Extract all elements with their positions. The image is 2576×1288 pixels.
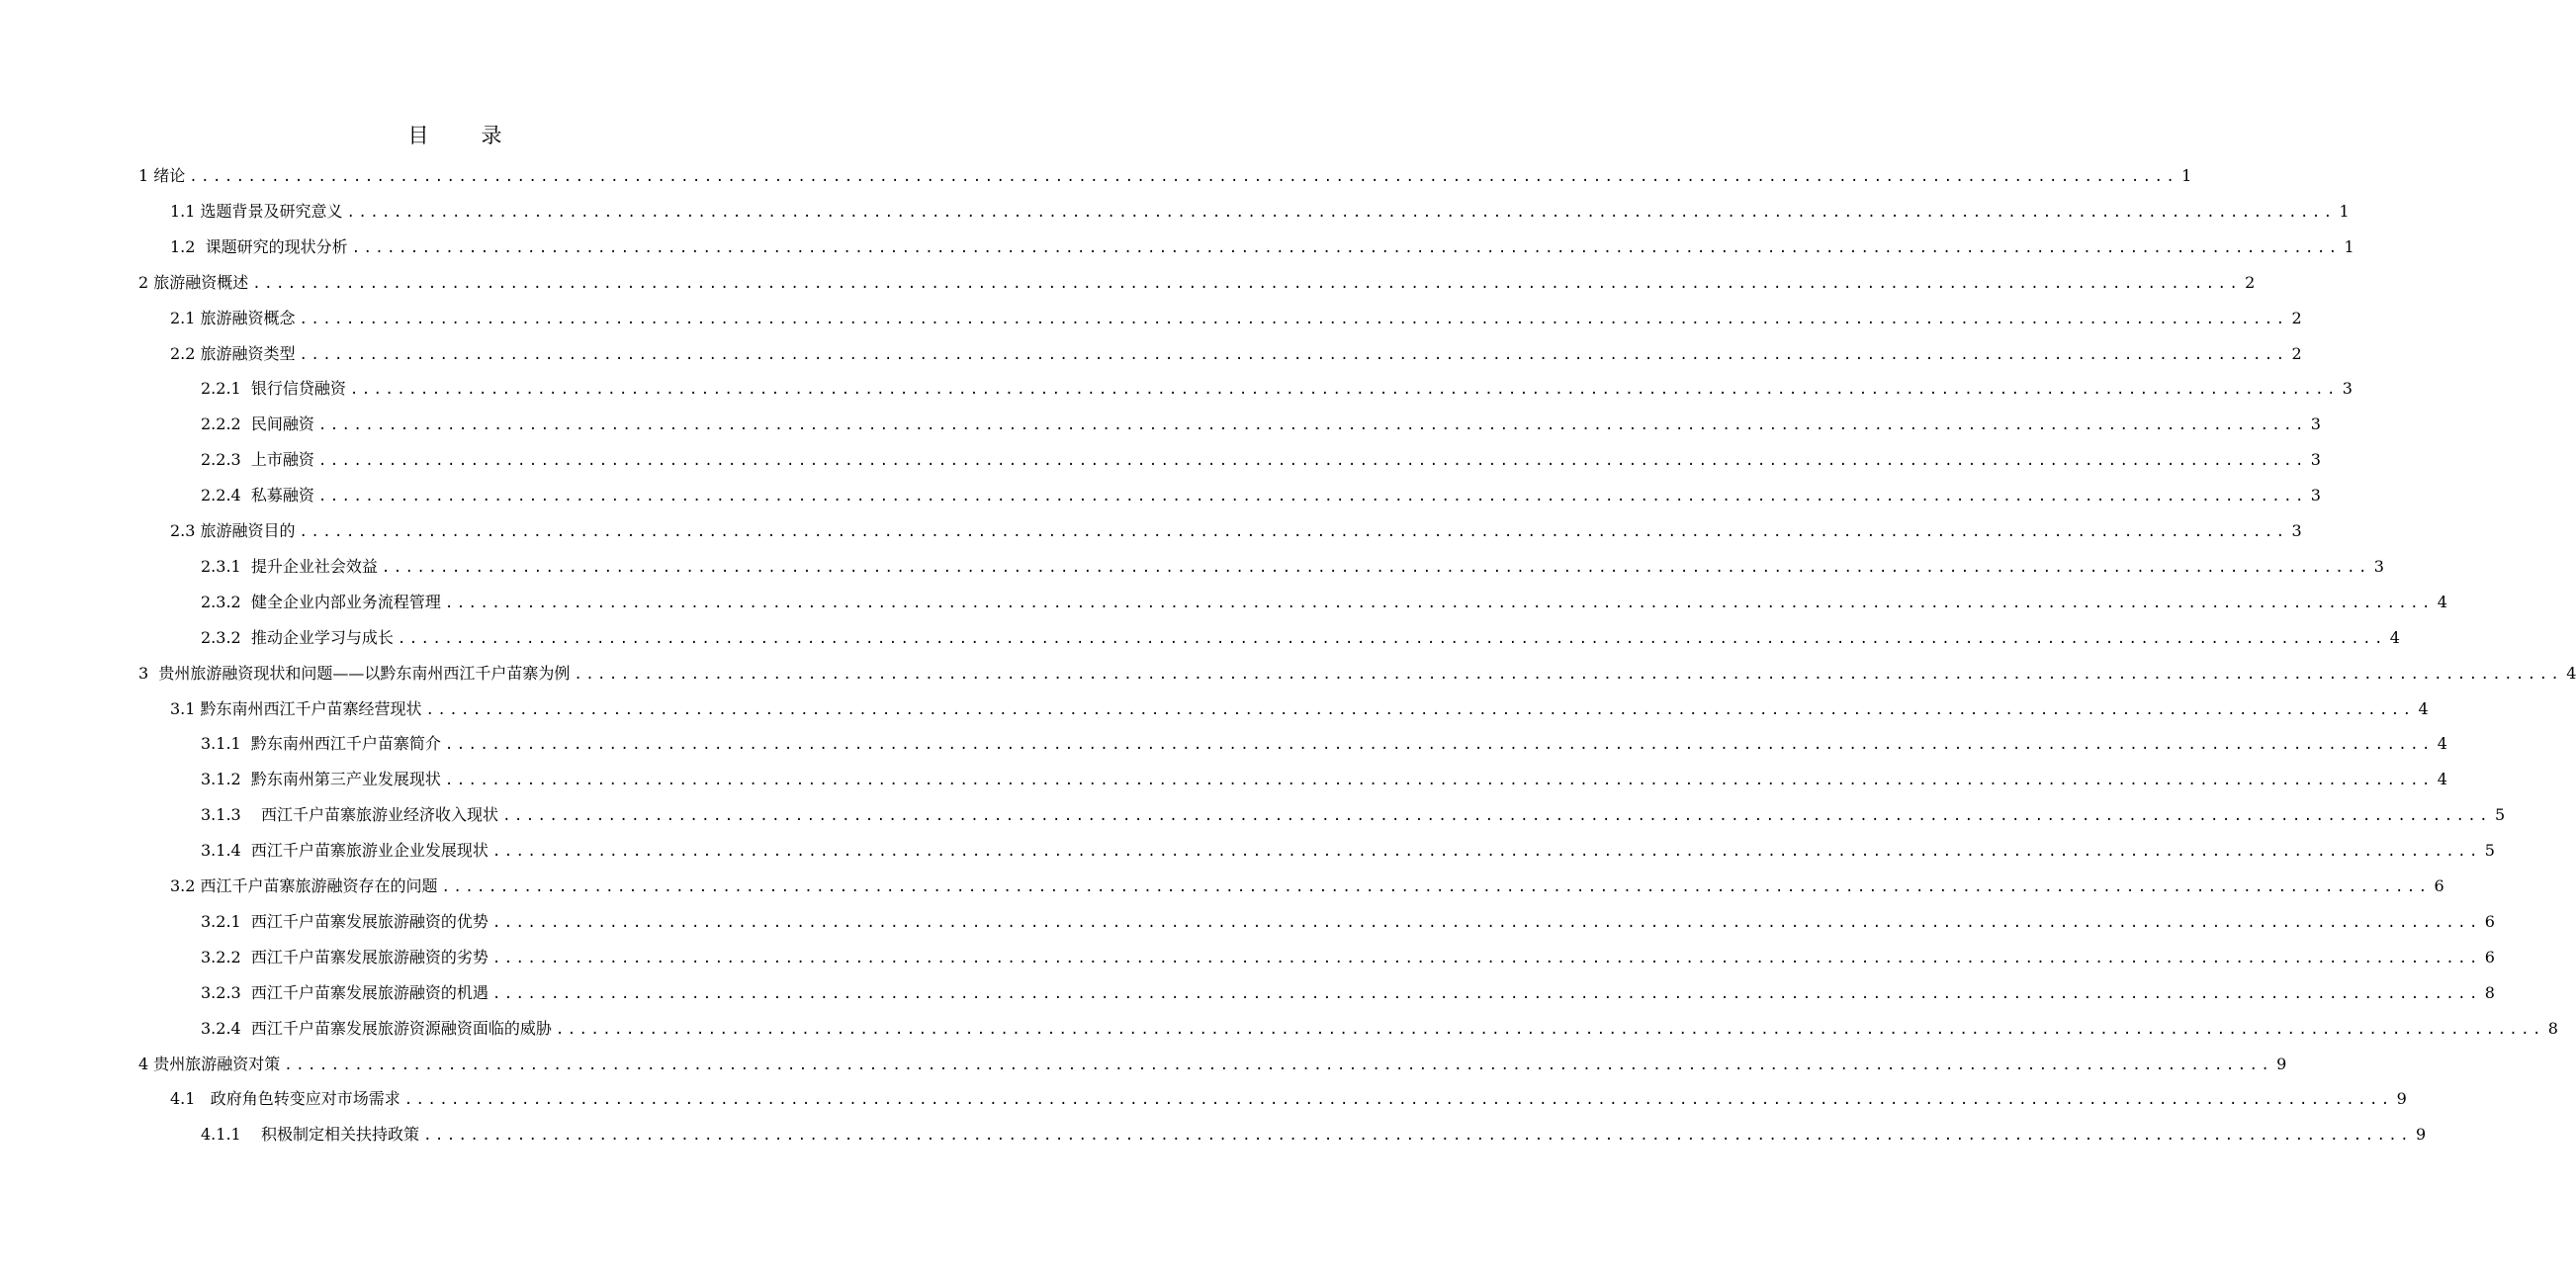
toc-entry[interactable] (201, 445, 2321, 475)
toc-dot-leader: .......................................................................................................................................................................... (349, 382, 2339, 399)
toc-dot-leader: .......................................................................................................................................................................... (351, 239, 2341, 256)
toc-dot-leader: .......................................................................................................................................................................... (317, 453, 2307, 470)
toc-page-number: 2 (2245, 272, 2256, 292)
toc-page-number: 1 (2181, 166, 2192, 185)
toc-dot-leader: .......................................................................................................................................................................... (252, 275, 2242, 292)
toc-dot-leader: .......................................................................................................................................................................... (441, 879, 2431, 895)
toc-dot-leader: .......................................................................................................................................................................... (299, 524, 2288, 540)
toc-entry[interactable] (170, 197, 2350, 227)
toc-dot-leader: .......................................................................................................................................................................... (403, 1092, 2393, 1109)
toc-dot-leader: .......................................................................................................................................................................... (491, 950, 2481, 966)
toc-entry[interactable] (138, 659, 2576, 689)
toc-entry[interactable] (201, 588, 2447, 617)
toc-entry[interactable] (201, 907, 2495, 937)
toc-entry-label: 3.1.3 西江千户苗寨旅游业经济收入现状 (201, 805, 499, 825)
toc-dot-leader: .......................................................................................................................................................................... (574, 666, 2563, 683)
toc-page-number: 6 (2484, 911, 2495, 931)
toc-entry[interactable] (201, 1120, 2427, 1150)
toc-entry[interactable] (138, 161, 2192, 191)
toc-page-number: 6 (2434, 876, 2444, 895)
toc-page-number: 2 (2291, 343, 2302, 363)
toc-entry-label: 2.2.1 银行信贷融资 (201, 379, 346, 399)
toc-entry[interactable] (170, 1084, 2407, 1114)
toc-page-number: 4 (2418, 698, 2429, 718)
toc-page-number: 1 (2344, 236, 2354, 256)
toc-page-number: 3 (2291, 521, 2302, 540)
toc-page-number: 4 (2566, 663, 2576, 683)
toc-entry-label: 2.3 旅游融资目的 (170, 521, 296, 540)
toc-dot-leader: .......................................................................................................................................................................... (502, 808, 2491, 825)
toc-entry-label: 3.2 西江千户苗寨旅游融资存在的问题 (170, 876, 438, 895)
toc-entry-label: 3.2.4 西江千户苗寨发展旅游资源融资面临的威胁 (201, 1018, 552, 1038)
toc-page-number: 5 (2484, 841, 2495, 861)
toc-entry-label: 4 贵州旅游融资对策 (138, 1054, 281, 1073)
toc-dot-leader: .......................................................................................................................................................................... (189, 169, 2178, 185)
toc-entry-label: 4.1.1 积极制定相关扶持政策 (201, 1125, 420, 1145)
toc-page-number: 9 (2276, 1054, 2287, 1073)
toc-entry-label: 2.3.2 健全企业内部业务流程管理 (201, 592, 441, 611)
toc-dot-leader: .......................................................................................................................................................................... (346, 204, 2336, 221)
toc-entry[interactable] (201, 943, 2495, 972)
toc-entry[interactable] (138, 268, 2256, 298)
toc-entry[interactable] (138, 1050, 2287, 1079)
toc-entry[interactable] (201, 552, 2384, 582)
toc-entry-label: 3.2.3 西江千户苗寨发展旅游融资的机遇 (201, 982, 489, 1002)
toc-entry-label: 3 贵州旅游融资现状和问题——以黔东南州西江千户苗寨为例 (138, 663, 571, 683)
toc-entry[interactable] (170, 872, 2444, 901)
toc-page-number: 2 (2291, 308, 2302, 327)
toc-entry-label: 3.2.1 西江千户苗寨发展旅游融资的优势 (201, 911, 489, 931)
toc-entry-label: 1.1 选题背景及研究意义 (170, 201, 343, 221)
toc-page-number: 9 (2415, 1125, 2427, 1145)
toc-dot-leader: .......................................................................................................................................................................... (299, 346, 2288, 363)
toc-entry-label: 2.1 旅游融资概念 (170, 308, 296, 327)
toc-dot-leader: .......................................................................................................................................................................... (491, 985, 2481, 1002)
toc-entry[interactable] (201, 800, 2506, 830)
toc-entry[interactable] (201, 623, 2400, 653)
toc-entry[interactable] (201, 374, 2353, 404)
toc-page-number: 3 (2310, 450, 2321, 470)
toc-dot-leader: .......................................................................................................................................................................... (491, 914, 2481, 931)
toc-page-number: 3 (2310, 486, 2321, 506)
toc-entry-label: 2.3.2 推动企业学习与成长 (201, 627, 394, 647)
toc-entry-label: 3.1.4 西江千户苗寨旅游业企业发展现状 (201, 841, 489, 861)
toc-entry-label: 1 绪论 (138, 166, 186, 185)
toc-entry-label: 2 旅游融资概述 (138, 272, 249, 292)
toc-dot-leader: .......................................................................................................................................................................... (423, 1128, 2412, 1145)
toc-dot-leader: .......................................................................................................................................................................... (444, 773, 2434, 789)
toc-page-number: 3 (2373, 556, 2384, 576)
toc-page-number: 5 (2494, 805, 2506, 825)
toc-page-number: 4 (2437, 770, 2447, 789)
toc-dot-leader: .......................................................................................................................................................................... (491, 844, 2481, 861)
toc-entry-label: 1.2 课题研究的现状分析 (170, 236, 348, 256)
toc-entry[interactable] (201, 765, 2447, 794)
toc-entry[interactable] (201, 836, 2495, 866)
toc-dot-leader: .......................................................................................................................................................................... (381, 559, 2370, 576)
toc-entry-label: 4.1 政府角色转变应对市场需求 (170, 1089, 400, 1109)
toc-page-number: 4 (2437, 734, 2447, 754)
toc-page-number: 3 (2342, 379, 2353, 399)
toc-dot-leader: .......................................................................................................................................................................... (317, 417, 2307, 434)
toc-entry-label: 2.2.4 私募融资 (201, 486, 314, 506)
toc-dot-leader: .......................................................................................................................................................................... (284, 1057, 2273, 1073)
toc-dot-leader: .......................................................................................................................................................................... (444, 595, 2434, 611)
toc-page-number: 9 (2396, 1089, 2407, 1109)
toc-entry[interactable] (201, 481, 2321, 510)
toc-entry-label: 2.2.2 民间融资 (201, 414, 314, 434)
toc-entry[interactable] (170, 516, 2302, 546)
toc-dot-leader: .......................................................................................................................................................................... (425, 701, 2415, 718)
toc-page-number: 3 (2310, 414, 2321, 434)
toc-entry-label: 3.2.2 西江千户苗寨发展旅游融资的劣势 (201, 947, 489, 966)
toc-page-number: 8 (2484, 982, 2495, 1002)
toc-entry-label: 3.1.2 黔东南州第三产业发展现状 (201, 770, 441, 789)
toc-page-number: 6 (2484, 947, 2495, 966)
toc-entry[interactable] (170, 694, 2429, 724)
toc-entry[interactable] (170, 304, 2302, 333)
toc-entry-label: 3.1 黔东南州西江千户苗寨经营现状 (170, 698, 422, 718)
toc-page-number: 8 (2547, 1018, 2558, 1038)
toc-entry-label: 2.2 旅游融资类型 (170, 343, 296, 363)
toc-page-number: 4 (2437, 592, 2447, 611)
toc-dot-leader: .......................................................................................................................................................................... (555, 1021, 2544, 1038)
toc-entry[interactable] (201, 729, 2447, 759)
toc-entry[interactable] (170, 232, 2354, 262)
toc-entry[interactable] (201, 410, 2321, 439)
toc-entry[interactable] (201, 978, 2495, 1008)
toc-entry[interactable] (201, 1014, 2558, 1044)
toc-dot-leader: .......................................................................................................................................................................... (317, 489, 2307, 506)
toc-page-number: 1 (2339, 201, 2350, 221)
toc-entry-label: 3.1.1 黔东南州西江千户苗寨简介 (201, 734, 441, 754)
toc-entry[interactable] (170, 339, 2302, 369)
toc-dot-leader: .......................................................................................................................................................................... (397, 630, 2386, 647)
toc-page-number: 4 (2389, 627, 2400, 647)
toc-entry-label: 2.2.3 上市融资 (201, 450, 314, 470)
page-title: 目 录 (407, 124, 518, 147)
toc-dot-leader: .......................................................................................................................................................................... (299, 311, 2288, 327)
toc-entry-label: 2.3.1 提升企业社会效益 (201, 556, 378, 576)
toc-dot-leader: .......................................................................................................................................................................... (444, 737, 2434, 754)
